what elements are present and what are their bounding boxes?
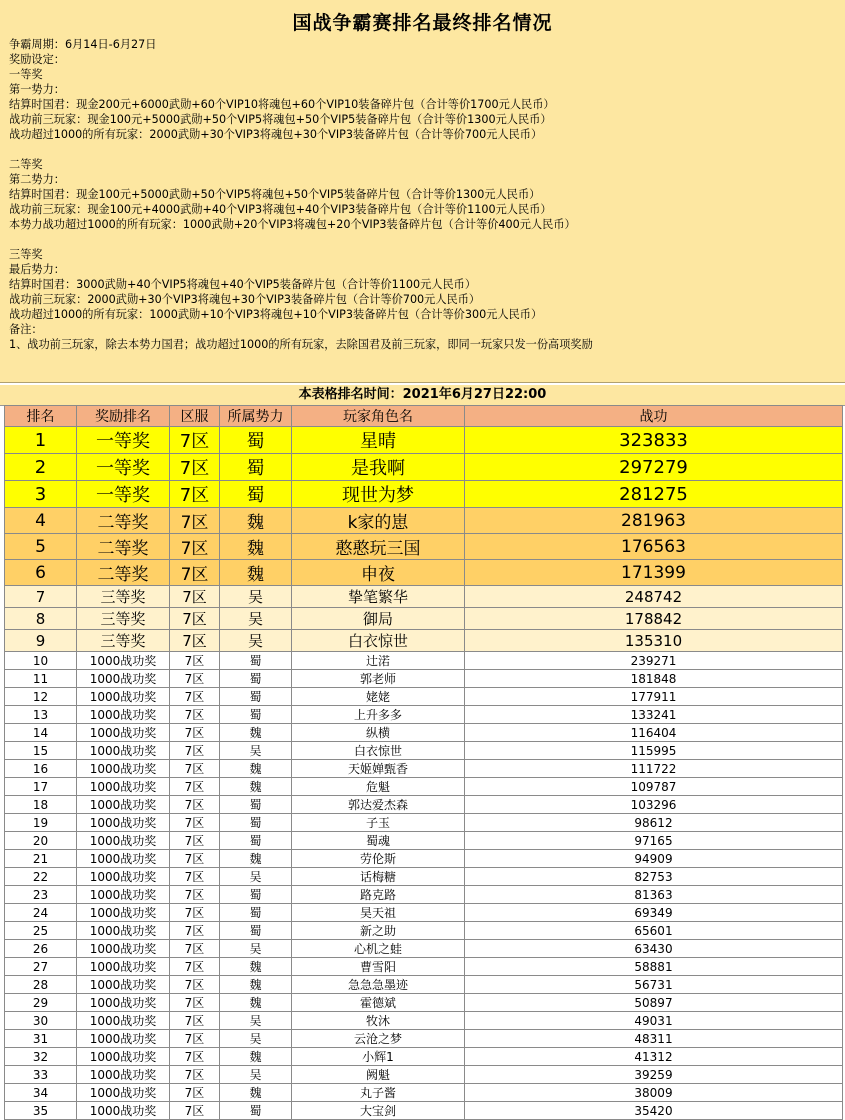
cell-server[interactable]: 7区 — [170, 796, 220, 814]
note-line: 战功超过1000的所有玩家：1000武勋+10个VIP3将魂包+10个VIP3装备碎片包（合计等价300元人民币） — [9, 308, 543, 321]
cell-server[interactable]: 7区 — [170, 630, 220, 652]
cell-award[interactable]: 1000战功奖 — [77, 1102, 170, 1120]
cell-faction[interactable]: 魏 — [220, 1048, 292, 1066]
cell-player-name[interactable]: 霍德斌 — [292, 994, 465, 1012]
table-row — [5, 670, 843, 688]
header-player-name[interactable]: 玩家角色名 — [292, 406, 465, 427]
table-row — [5, 994, 843, 1012]
cell-rank[interactable]: 1 — [5, 427, 77, 454]
note-line: 备注： — [9, 323, 43, 336]
cell-faction[interactable]: 魏 — [220, 508, 292, 534]
table-row — [5, 508, 843, 534]
cell-faction[interactable]: 吴 — [220, 940, 292, 958]
cell-server[interactable]: 7区 — [170, 1048, 220, 1066]
cell-player-name[interactable]: 丸子酱 — [292, 1084, 465, 1102]
cell-player-name[interactable]: 劳伦斯 — [292, 850, 465, 868]
cell-rank[interactable]: 28 — [5, 976, 77, 994]
cell-server[interactable]: 7区 — [170, 534, 220, 560]
table-row — [5, 608, 843, 630]
cell-merit[interactable]: 35420 — [465, 1102, 843, 1120]
cell-merit[interactable]: 38009 — [465, 1084, 843, 1102]
cell-server[interactable]: 7区 — [170, 742, 220, 760]
cell-rank[interactable]: 23 — [5, 886, 77, 904]
cell-award[interactable]: 1000战功奖 — [77, 922, 170, 940]
cell-award[interactable]: 1000战功奖 — [77, 940, 170, 958]
cell-merit[interactable]: 248742 — [465, 586, 843, 608]
note-line: 结算时国君：现金100元+5000武勋+50个VIP5将魂包+50个VIP5装备碎片包（合计等价1300元人民币） — [9, 188, 541, 201]
cell-player-name[interactable]: 阙魁 — [292, 1066, 465, 1084]
cell-player-name[interactable]: 大宝剑 — [292, 1102, 465, 1120]
cell-award[interactable]: 1000战功奖 — [77, 796, 170, 814]
cell-rank[interactable]: 16 — [5, 760, 77, 778]
cell-award[interactable]: 1000战功奖 — [77, 814, 170, 832]
rules-notes — [9, 37, 839, 352]
cell-rank[interactable]: 13 — [5, 706, 77, 724]
cell-merit[interactable]: 281963 — [465, 508, 843, 534]
note-line: 最后势力： — [9, 263, 65, 276]
table-row — [5, 1012, 843, 1030]
cell-award[interactable]: 1000战功奖 — [77, 706, 170, 724]
cell-merit[interactable]: 49031 — [465, 1012, 843, 1030]
table-row — [5, 586, 843, 608]
cell-server[interactable]: 7区 — [170, 608, 220, 630]
cell-rank[interactable]: 19 — [5, 814, 77, 832]
header-rank[interactable]: 排名 — [5, 406, 77, 427]
note-line: 三等奖 — [9, 248, 43, 261]
table-row — [5, 940, 843, 958]
header-merit[interactable]: 战功 — [465, 406, 843, 427]
cell-faction[interactable]: 魏 — [220, 994, 292, 1012]
cell-faction[interactable]: 蜀 — [220, 706, 292, 724]
cell-rank[interactable]: 29 — [5, 994, 77, 1012]
cell-rank[interactable]: 26 — [5, 940, 77, 958]
cell-merit[interactable]: 323833 — [465, 427, 843, 454]
cell-server[interactable]: 7区 — [170, 994, 220, 1012]
cell-rank[interactable]: 8 — [5, 608, 77, 630]
cell-faction[interactable]: 魏 — [220, 760, 292, 778]
cell-award[interactable]: 二等奖 — [77, 508, 170, 534]
cell-rank[interactable]: 2 — [5, 454, 77, 481]
cell-merit[interactable]: 56731 — [465, 976, 843, 994]
cell-faction[interactable]: 蜀 — [220, 454, 292, 481]
cell-server[interactable]: 7区 — [170, 586, 220, 608]
table-row — [5, 454, 843, 481]
cell-faction[interactable]: 蜀 — [220, 1102, 292, 1120]
cell-rank[interactable]: 6 — [5, 560, 77, 586]
cell-merit[interactable]: 39259 — [465, 1066, 843, 1084]
cell-server[interactable]: 7区 — [170, 1066, 220, 1084]
cell-player-name[interactable]: 曹雪阳 — [292, 958, 465, 976]
cell-rank[interactable]: 27 — [5, 958, 77, 976]
cell-award[interactable]: 1000战功奖 — [77, 742, 170, 760]
cell-rank[interactable]: 20 — [5, 832, 77, 850]
cell-merit[interactable]: 135310 — [465, 630, 843, 652]
cell-player-name[interactable]: 小辉1 — [292, 1048, 465, 1066]
cell-server[interactable]: 7区 — [170, 760, 220, 778]
cell-server[interactable]: 7区 — [170, 868, 220, 886]
cell-rank[interactable]: 9 — [5, 630, 77, 652]
cell-faction[interactable]: 蜀 — [220, 427, 292, 454]
table-row — [5, 742, 843, 760]
table-row — [5, 1030, 843, 1048]
cell-faction[interactable]: 蜀 — [220, 922, 292, 940]
cell-rank[interactable]: 21 — [5, 850, 77, 868]
cell-rank[interactable]: 22 — [5, 868, 77, 886]
cell-award[interactable]: 1000战功奖 — [77, 778, 170, 796]
table-row — [5, 814, 843, 832]
cell-faction[interactable]: 蜀 — [220, 832, 292, 850]
note-line: 战功前三玩家：现金100元+5000武勋+50个VIP5将魂包+50个VIP5装备碎片包（合计等价1300元人民币） — [9, 113, 552, 126]
cell-faction[interactable]: 蜀 — [220, 652, 292, 670]
cell-player-name[interactable]: 辻渃 — [292, 652, 465, 670]
cell-player-name[interactable]: 白衣惊世 — [292, 742, 465, 760]
cell-faction[interactable]: 魏 — [220, 958, 292, 976]
cell-server[interactable]: 7区 — [170, 976, 220, 994]
cell-player-name[interactable]: 郭老师 — [292, 670, 465, 688]
cell-rank[interactable]: 32 — [5, 1048, 77, 1066]
cell-server[interactable]: 7区 — [170, 940, 220, 958]
cell-merit[interactable]: 239271 — [465, 652, 843, 670]
cell-rank[interactable]: 7 — [5, 586, 77, 608]
cell-player-name[interactable]: 挚笔繁华 — [292, 586, 465, 608]
cell-award[interactable]: 1000战功奖 — [77, 670, 170, 688]
table-row — [5, 760, 843, 778]
cell-award[interactable]: 一等奖 — [77, 481, 170, 508]
cell-merit[interactable]: 69349 — [465, 904, 843, 922]
cell-faction[interactable]: 吴 — [220, 586, 292, 608]
cell-merit[interactable]: 178842 — [465, 608, 843, 630]
table-row — [5, 1066, 843, 1084]
cell-award[interactable]: 1000战功奖 — [77, 1048, 170, 1066]
note-line: 二等奖 — [9, 158, 43, 171]
cell-merit[interactable]: 103296 — [465, 796, 843, 814]
rules-panel — [0, 0, 845, 383]
cell-award[interactable]: 1000战功奖 — [77, 868, 170, 886]
cell-faction[interactable]: 魏 — [220, 560, 292, 586]
cell-player-name[interactable]: 危魁 — [292, 778, 465, 796]
cell-faction[interactable]: 魏 — [220, 534, 292, 560]
cell-player-name[interactable]: 现世为梦 — [292, 481, 465, 508]
cell-award[interactable]: 1000战功奖 — [77, 652, 170, 670]
cell-player-name[interactable]: 路克路 — [292, 886, 465, 904]
table-row — [5, 832, 843, 850]
cell-rank[interactable]: 12 — [5, 688, 77, 706]
table-row — [5, 958, 843, 976]
cell-player-name[interactable]: 牧沐 — [292, 1012, 465, 1030]
header-server[interactable]: 区服 — [170, 406, 220, 427]
cell-player-name[interactable]: 郭达爱杰森 — [292, 796, 465, 814]
note-spacer — [9, 232, 839, 247]
cell-award[interactable]: 三等奖 — [77, 586, 170, 608]
cell-merit[interactable]: 58881 — [465, 958, 843, 976]
cell-faction[interactable]: 魏 — [220, 850, 292, 868]
cell-merit[interactable]: 133241 — [465, 706, 843, 724]
table-row — [5, 481, 843, 508]
cell-merit[interactable]: 111722 — [465, 760, 843, 778]
note-line: 本势力战功超过1000的所有玩家：1000武勋+20个VIP3将魂包+20个VIP3装备碎片包（合计等价400元人民币） — [9, 218, 576, 231]
table-row — [5, 560, 843, 586]
cell-rank[interactable]: 24 — [5, 904, 77, 922]
cell-award[interactable]: 1000战功奖 — [77, 724, 170, 742]
cell-faction[interactable]: 魏 — [220, 778, 292, 796]
cell-merit[interactable]: 63430 — [465, 940, 843, 958]
cell-rank[interactable]: 33 — [5, 1066, 77, 1084]
table-row — [5, 796, 843, 814]
note-line: 1、战功前三玩家，除去本势力国君；战功超过1000的所有玩家，去除国君及前三玩家，即同一玩家只发一份高项奖励 — [9, 338, 593, 351]
cell-award[interactable]: 三等奖 — [77, 608, 170, 630]
cell-merit[interactable]: 48311 — [465, 1030, 843, 1048]
cell-faction[interactable]: 吴 — [220, 742, 292, 760]
cell-rank[interactable]: 4 — [5, 508, 77, 534]
cell-server[interactable]: 7区 — [170, 652, 220, 670]
cell-server[interactable]: 7区 — [170, 706, 220, 724]
cell-server[interactable]: 7区 — [170, 508, 220, 534]
header-award[interactable]: 奖励排名 — [77, 406, 170, 427]
cell-server[interactable]: 7区 — [170, 850, 220, 868]
cell-player-name[interactable]: 天姬婵甄香 — [292, 760, 465, 778]
cell-rank[interactable]: 25 — [5, 922, 77, 940]
table-row — [5, 427, 843, 454]
note-line: 第一势力： — [9, 83, 65, 96]
cell-faction[interactable]: 蜀 — [220, 886, 292, 904]
page-title: 国战争霸赛排名最终排名情况 — [292, 12, 553, 34]
table-row — [5, 706, 843, 724]
cell-merit[interactable]: 98612 — [465, 814, 843, 832]
cell-player-name[interactable]: 蜀魂 — [292, 832, 465, 850]
table-row — [5, 1048, 843, 1066]
cell-rank[interactable]: 35 — [5, 1102, 77, 1120]
cell-award[interactable]: 三等奖 — [77, 630, 170, 652]
table-row — [5, 1102, 843, 1120]
cell-player-name[interactable]: 云沧之梦 — [292, 1030, 465, 1048]
cell-rank[interactable]: 31 — [5, 1030, 77, 1048]
cell-player-name[interactable]: 姥姥 — [292, 688, 465, 706]
cell-award[interactable]: 1000战功奖 — [77, 1066, 170, 1084]
cell-merit[interactable]: 109787 — [465, 778, 843, 796]
cell-award[interactable]: 1000战功奖 — [77, 760, 170, 778]
cell-merit[interactable]: 176563 — [465, 534, 843, 560]
cell-merit[interactable]: 94909 — [465, 850, 843, 868]
table-row — [5, 922, 843, 940]
ranking-time-label: 本表格排名时间：2021年6月27日22:00 — [0, 385, 845, 406]
cell-faction[interactable]: 吴 — [220, 868, 292, 886]
cell-rank[interactable]: 10 — [5, 652, 77, 670]
cell-merit[interactable]: 181848 — [465, 670, 843, 688]
cell-merit[interactable]: 281275 — [465, 481, 843, 508]
cell-award[interactable]: 1000战功奖 — [77, 1030, 170, 1048]
cell-faction[interactable]: 吴 — [220, 1030, 292, 1048]
note-line: 结算时国君：3000武勋+40个VIP5将魂包+40个VIP5装备碎片包（合计等价1100元人民币） — [9, 278, 477, 291]
cell-merit[interactable]: 177911 — [465, 688, 843, 706]
cell-player-name[interactable]: 白衣惊世 — [292, 630, 465, 652]
cell-award[interactable]: 1000战功奖 — [77, 1012, 170, 1030]
cell-rank[interactable]: 30 — [5, 1012, 77, 1030]
cell-award[interactable]: 一等奖 — [77, 427, 170, 454]
cell-merit[interactable]: 81363 — [465, 886, 843, 904]
cell-faction[interactable]: 魏 — [220, 724, 292, 742]
cell-faction[interactable]: 吴 — [220, 1012, 292, 1030]
cell-merit[interactable]: 41312 — [465, 1048, 843, 1066]
cell-player-name[interactable]: 急急急墨迹 — [292, 976, 465, 994]
note-line: 第二势力： — [9, 173, 65, 186]
cell-player-name[interactable]: 昊天祖 — [292, 904, 465, 922]
note-line: 战功前三玩家：2000武勋+30个VIP3将魂包+30个VIP3装备碎片包（合计等价700元人民币） — [9, 293, 481, 306]
cell-merit[interactable]: 97165 — [465, 832, 843, 850]
cell-server[interactable]: 7区 — [170, 1102, 220, 1120]
cell-server[interactable]: 7区 — [170, 886, 220, 904]
cell-faction[interactable]: 魏 — [220, 976, 292, 994]
cell-faction[interactable]: 蜀 — [220, 796, 292, 814]
cell-merit[interactable]: 297279 — [465, 454, 843, 481]
cell-server[interactable]: 7区 — [170, 814, 220, 832]
table-row — [5, 534, 843, 560]
cell-award[interactable]: 1000战功奖 — [77, 850, 170, 868]
cell-award[interactable]: 1000战功奖 — [77, 994, 170, 1012]
cell-award[interactable]: 1000战功奖 — [77, 832, 170, 850]
ranking-table — [4, 405, 843, 1120]
table-row — [5, 976, 843, 994]
cell-merit[interactable]: 50897 — [465, 994, 843, 1012]
cell-rank[interactable]: 34 — [5, 1084, 77, 1102]
header-faction[interactable]: 所属势力 — [220, 406, 292, 427]
cell-merit[interactable]: 65601 — [465, 922, 843, 940]
cell-faction[interactable]: 吴 — [220, 1066, 292, 1084]
cell-faction[interactable]: 魏 — [220, 1084, 292, 1102]
cell-award[interactable]: 1000战功奖 — [77, 976, 170, 994]
cell-award[interactable]: 1000战功奖 — [77, 958, 170, 976]
table-row — [5, 630, 843, 652]
cell-server[interactable]: 7区 — [170, 922, 220, 940]
cell-player-name[interactable]: k家的崽 — [292, 508, 465, 534]
table-row — [5, 886, 843, 904]
cell-award[interactable]: 1000战功奖 — [77, 1084, 170, 1102]
cell-rank[interactable]: 18 — [5, 796, 77, 814]
cell-player-name[interactable]: 星晴 — [292, 427, 465, 454]
cell-award[interactable]: 1000战功奖 — [77, 904, 170, 922]
cell-server[interactable]: 7区 — [170, 481, 220, 508]
table-row — [5, 778, 843, 796]
note-line: 战功超过1000的所有玩家：2000武勋+30个VIP3将魂包+30个VIP3装备碎片包（合计等价700元人民币） — [9, 128, 543, 141]
cell-player-name[interactable]: 心机之蛙 — [292, 940, 465, 958]
cell-player-name[interactable]: 纵横 — [292, 724, 465, 742]
cell-award[interactable]: 1000战功奖 — [77, 886, 170, 904]
cell-server[interactable]: 7区 — [170, 778, 220, 796]
cell-server[interactable]: 7区 — [170, 958, 220, 976]
cell-faction[interactable]: 蜀 — [220, 670, 292, 688]
cell-player-name[interactable]: 子玉 — [292, 814, 465, 832]
cell-player-name[interactable]: 新之助 — [292, 922, 465, 940]
cell-faction[interactable]: 蜀 — [220, 904, 292, 922]
table-row — [5, 904, 843, 922]
cell-server[interactable]: 7区 — [170, 724, 220, 742]
cell-player-name[interactable]: 是我啊 — [292, 454, 465, 481]
table-row — [5, 850, 843, 868]
note-spacer — [9, 142, 839, 157]
cell-server[interactable]: 7区 — [170, 832, 220, 850]
cell-rank[interactable]: 11 — [5, 670, 77, 688]
cell-faction[interactable]: 吴 — [220, 630, 292, 652]
cell-rank[interactable]: 14 — [5, 724, 77, 742]
cell-award[interactable]: 1000战功奖 — [77, 688, 170, 706]
cell-merit[interactable]: 171399 — [465, 560, 843, 586]
cell-player-name[interactable]: 憨憨玩三国 — [292, 534, 465, 560]
cell-award[interactable]: 二等奖 — [77, 534, 170, 560]
cell-player-name[interactable]: 上升多多 — [292, 706, 465, 724]
cell-player-name[interactable]: 话梅糖 — [292, 868, 465, 886]
note-line: 结算时国君：现金200元+6000武勋+60个VIP10将魂包+60个VIP10装备碎片包（合计等价1700元人民币） — [9, 98, 555, 111]
cell-merit[interactable]: 115995 — [465, 742, 843, 760]
table-row — [5, 652, 843, 670]
cell-award[interactable]: 一等奖 — [77, 454, 170, 481]
cell-server[interactable]: 7区 — [170, 1012, 220, 1030]
table-row — [5, 868, 843, 886]
cell-faction[interactable]: 蜀 — [220, 814, 292, 832]
cell-rank[interactable]: 17 — [5, 778, 77, 796]
table-row — [5, 724, 843, 742]
cell-merit[interactable]: 116404 — [465, 724, 843, 742]
cell-rank[interactable]: 15 — [5, 742, 77, 760]
cell-server[interactable]: 7区 — [170, 1084, 220, 1102]
cell-faction[interactable]: 蜀 — [220, 688, 292, 706]
cell-faction[interactable]: 吴 — [220, 608, 292, 630]
cell-server[interactable]: 7区 — [170, 427, 220, 454]
cell-award[interactable]: 二等奖 — [77, 560, 170, 586]
table-row — [5, 688, 843, 706]
cell-server[interactable]: 7区 — [170, 560, 220, 586]
cell-rank[interactable]: 3 — [5, 481, 77, 508]
note-line: 一等奖 — [9, 68, 43, 81]
cell-merit[interactable]: 82753 — [465, 868, 843, 886]
cell-server[interactable]: 7区 — [170, 904, 220, 922]
table-header-row — [5, 406, 843, 427]
cell-server[interactable]: 7区 — [170, 688, 220, 706]
table-row — [5, 1084, 843, 1102]
cell-server[interactable]: 7区 — [170, 454, 220, 481]
note-line: 争霸周期：6月14日-6月27日 — [9, 38, 157, 51]
cell-player-name[interactable]: 申夜 — [292, 560, 465, 586]
note-line: 战功前三玩家：现金100元+4000武勋+40个VIP3将魂包+40个VIP3装备碎片包（合计等价1100元人民币） — [9, 203, 552, 216]
note-line: 奖励设定： — [9, 53, 65, 66]
cell-server[interactable]: 7区 — [170, 1030, 220, 1048]
cell-player-name[interactable]: 御局 — [292, 608, 465, 630]
cell-server[interactable]: 7区 — [170, 670, 220, 688]
cell-rank[interactable]: 5 — [5, 534, 77, 560]
cell-faction[interactable]: 蜀 — [220, 481, 292, 508]
